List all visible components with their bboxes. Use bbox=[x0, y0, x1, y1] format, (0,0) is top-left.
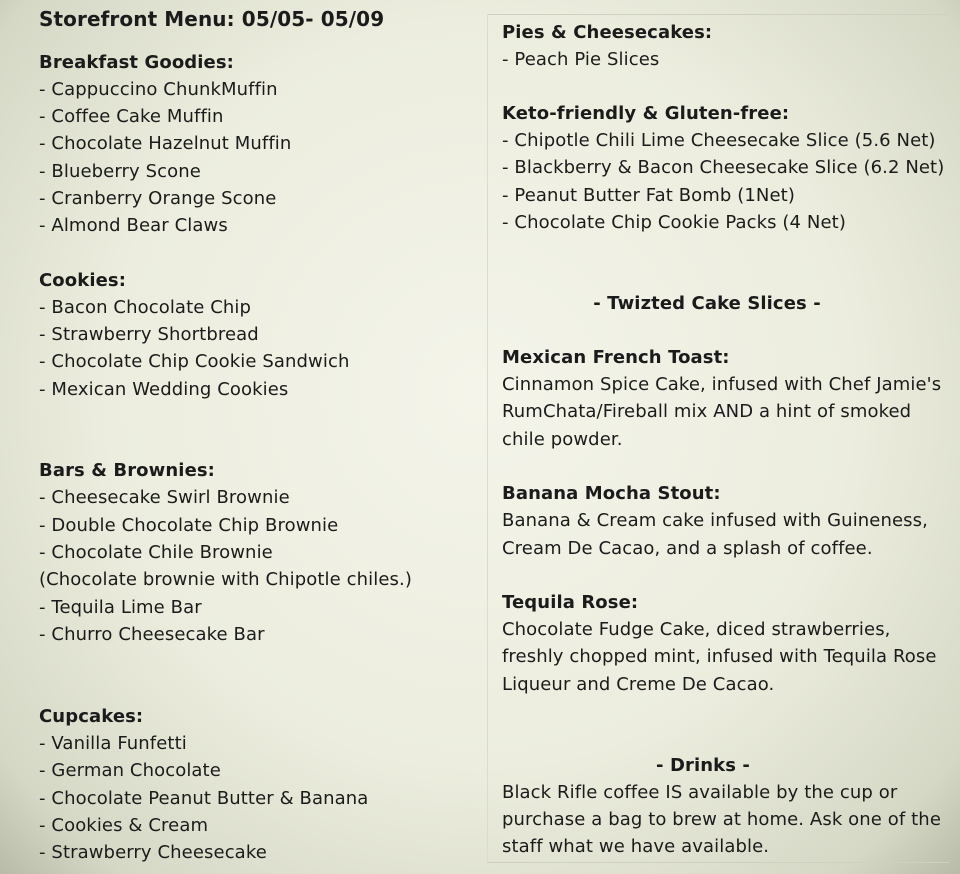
menu-title: Storefront Menu: 05/05- 05/09 bbox=[39, 7, 385, 31]
keto-item: - Chipotle Chili Lime Cheesecake Slice (5.6 Net) bbox=[502, 130, 936, 151]
cupcakes-heading: Cupcakes: bbox=[39, 706, 144, 727]
breakfast-item: - Chocolate Hazelnut Muffin bbox=[39, 133, 292, 154]
cupcakes-item: - Vanilla Funfetti bbox=[39, 733, 187, 754]
banana-mocha-stout-desc: Cream De Cacao, and a splash of coffee. bbox=[502, 538, 873, 559]
bars-item: - Double Chocolate Chip Brownie bbox=[39, 515, 339, 536]
cupcakes-item: - Chocolate Peanut Butter & Banana bbox=[39, 788, 369, 809]
drinks-desc: purchase a bag to brew at home. Ask one of the bbox=[502, 809, 941, 830]
bars-heading: Bars & Brownies: bbox=[39, 460, 215, 481]
pies-heading: Pies & Cheesecakes: bbox=[502, 22, 713, 43]
breakfast-item: - Almond Bear Claws bbox=[39, 215, 228, 236]
drinks-desc: staff what we have available. bbox=[502, 836, 770, 857]
tequila-rose-desc: Liqueur and Creme De Cacao. bbox=[502, 674, 775, 695]
breakfast-item: - Blueberry Scone bbox=[39, 161, 201, 182]
tequila-rose-desc: freshly chopped mint, infused with Tequila Rose bbox=[502, 646, 937, 667]
breakfast-item: - Cappuccino ChunkMuffin bbox=[39, 79, 278, 100]
keto-item: - Blackberry & Bacon Cheesecake Slice (6.2 Net) bbox=[502, 157, 945, 178]
bars-item: - Cheesecake Swirl Brownie bbox=[39, 487, 290, 508]
bars-item: - Chocolate Chile Brownie bbox=[39, 542, 273, 563]
twizted-heading: - Twizted Cake Slices - bbox=[593, 293, 821, 314]
cookies-item: - Strawberry Shortbread bbox=[39, 324, 259, 345]
cupcakes-item: - Strawberry Cheesecake bbox=[39, 842, 267, 863]
keto-item: - Peanut Butter Fat Bomb (1Net) bbox=[502, 185, 795, 206]
breakfast-item: - Cranberry Orange Scone bbox=[39, 188, 277, 209]
tequila-rose-heading: Tequila Rose: bbox=[502, 592, 639, 613]
bars-item-note: (Chocolate brownie with Chipotle chiles.) bbox=[39, 569, 412, 590]
breakfast-item: - Coffee Cake Muffin bbox=[39, 106, 224, 127]
drinks-heading: - Drinks - bbox=[656, 755, 750, 776]
cookies-heading: Cookies: bbox=[39, 270, 127, 291]
bars-item: - Churro Cheesecake Bar bbox=[39, 624, 265, 645]
cookies-item: - Bacon Chocolate Chip bbox=[39, 297, 252, 318]
right-column-left-border bbox=[487, 14, 488, 862]
cupcakes-item: - German Chocolate bbox=[39, 760, 221, 781]
cupcakes-item: - Cookies & Cream bbox=[39, 815, 209, 836]
pies-item: - Peach Pie Slices bbox=[502, 49, 660, 70]
mexican-french-toast-desc: chile powder. bbox=[502, 429, 623, 450]
breakfast-heading: Breakfast Goodies: bbox=[39, 52, 234, 73]
drinks-desc: Black Rifle coffee IS available by the cup or bbox=[502, 782, 898, 803]
mexican-french-toast-heading: Mexican French Toast: bbox=[502, 347, 730, 368]
cookies-item: - Chocolate Chip Cookie Sandwich bbox=[39, 351, 350, 372]
mexican-french-toast-desc: RumChata/Fireball mix AND a hint of smoked bbox=[502, 401, 912, 422]
bars-item: - Tequila Lime Bar bbox=[39, 597, 202, 618]
banana-mocha-stout-desc: Banana & Cream cake infused with Guineness, bbox=[502, 510, 928, 531]
banana-mocha-stout-heading: Banana Mocha Stout: bbox=[502, 483, 721, 504]
cookies-item: - Mexican Wedding Cookies bbox=[39, 379, 289, 400]
mexican-french-toast-desc: Cinnamon Spice Cake, infused with Chef Jamie's bbox=[502, 374, 942, 395]
keto-heading: Keto-friendly & Gluten-free: bbox=[502, 103, 790, 124]
tequila-rose-desc: Chocolate Fudge Cake, diced strawberries, bbox=[502, 619, 891, 640]
right-column-bottom-border bbox=[487, 862, 949, 863]
right-column-top-border bbox=[487, 14, 949, 15]
keto-item: - Chocolate Chip Cookie Packs (4 Net) bbox=[502, 212, 846, 233]
